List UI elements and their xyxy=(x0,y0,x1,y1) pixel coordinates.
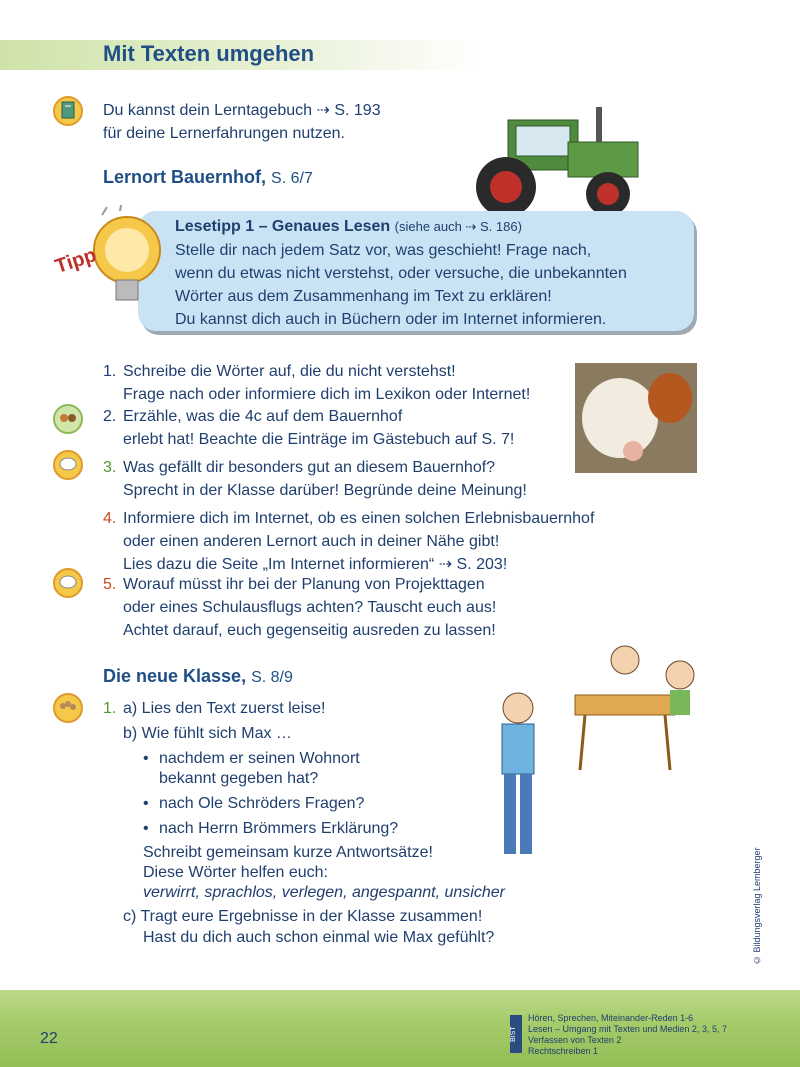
notebook-icon xyxy=(53,96,83,126)
tip-heading: Lesetipp 1 – Genaues Lesen xyxy=(175,218,391,235)
task-number: 2. xyxy=(103,408,117,425)
task1-item-3 xyxy=(103,456,527,502)
task1-item-1 xyxy=(103,360,530,406)
section-title: Lernort Bauernhof, xyxy=(103,167,267,187)
task-number: 1. xyxy=(103,700,117,717)
intro-line-1: Du kannst dein Lerntagebuch ⇢ S. 193 xyxy=(103,102,381,119)
section-heading-bauernhof xyxy=(103,167,313,188)
standards-list xyxy=(528,1013,727,1057)
task-text: erlebt hat! Beachte die Einträge im Gästebuch auf S. 7! xyxy=(123,431,515,448)
bullet-item-cont: bekannt gegeben hat? xyxy=(159,770,319,787)
task1-item-5 xyxy=(103,573,496,642)
students-desk-illustration xyxy=(565,635,715,775)
section-page-ref: S. 8/9 xyxy=(251,669,293,686)
section-page-ref: S. 6/7 xyxy=(271,170,313,187)
task-text: Erzähle, was die 4c auf dem Bauernhof xyxy=(123,408,403,425)
speech-bubble-icon xyxy=(53,450,83,480)
cow-photo xyxy=(575,363,697,473)
task-text: Was gefällt dir besonders gut an diesem Bauernhof? xyxy=(123,459,496,476)
tip-line-2: wenn du etwas nicht verstehst, oder versuche, die unbekannten xyxy=(175,265,627,282)
standard-item: Lesen – Umgang mit Texten und Medien 2, 3, 5, 7 xyxy=(528,1024,727,1034)
tip-line-3: Wörter aus dem Zusammenhang im Text zu erklären! xyxy=(175,288,552,305)
tip-line-4: Du kannst dich auch in Büchern oder im Internet informieren. xyxy=(175,311,607,328)
page-title: Mit Texten umgehen xyxy=(103,41,315,66)
task2-b-after-2: Diese Wörter helfen euch: xyxy=(143,864,328,881)
task-a: a) Lies den Text zuerst leise! xyxy=(123,700,326,717)
task-text: oder eines Schulausflugs achten? Tauscht euch aus! xyxy=(123,599,497,616)
task-text: Frage nach oder informiere dich im Lexikon oder Internet! xyxy=(123,386,531,403)
task-text: Informiere dich im Internet, ob es einen solchen Erlebnisbauernhof xyxy=(123,510,595,527)
task2-b-after-1: Schreibt gemeinsam kurze Antwortsätze! xyxy=(143,844,433,861)
helper-words: verwirrt, sprachlos, verlegen, angespannt, unsicher xyxy=(143,884,505,901)
task-text: Sprecht in der Klasse darüber! Begründe deine Meinung! xyxy=(123,482,527,499)
tipp-badge: Tipp xyxy=(52,244,100,278)
task-text: Lies dazu die Seite „Im Internet informieren“ ⇢ S. 203! xyxy=(123,556,508,573)
tractor-image xyxy=(468,102,648,220)
max-boy-illustration xyxy=(490,688,550,868)
group-work-icon xyxy=(53,693,83,723)
task-number: 4. xyxy=(103,510,117,527)
task-number: 5. xyxy=(103,576,117,593)
tip-heading-line xyxy=(175,215,522,238)
bullet-item: • nachdem er seinen Wohnort xyxy=(159,747,360,770)
task2-item-1 xyxy=(103,697,325,720)
task1-item-4 xyxy=(103,507,594,576)
standard-item: Rechtschreiben 1 xyxy=(528,1046,599,1056)
task2-c-2: Hast du dich auch schon einmal wie Max gefühlt? xyxy=(143,929,495,946)
partner-icon xyxy=(53,404,83,434)
tip-heading-ref: (siehe auch ⇢ S. 186) xyxy=(394,219,522,234)
speech-bubble-icon xyxy=(53,568,83,598)
copyright: © Bildungsverlag Lemberger xyxy=(752,847,762,965)
standard-item: Hören, Sprechen, Miteinander-Reden 1-6 xyxy=(528,1013,694,1023)
bist-label: BIST xyxy=(510,1015,522,1053)
task-text: oder einen anderen Lernort auch in deiner Nähe gibt! xyxy=(123,533,500,550)
tip-line-1: Stelle dir nach jedem Satz vor, was geschieht! Frage nach, xyxy=(175,242,592,259)
section-title: Die neue Klasse, xyxy=(103,666,247,686)
task-number: 3. xyxy=(103,459,117,476)
task1-item-2 xyxy=(103,405,514,451)
bullet-item: • nach Ole Schröders Fragen? xyxy=(159,792,364,815)
task2-c-1: c) Tragt eure Ergebnisse in der Klasse zusammen! xyxy=(123,908,483,925)
task-text: Schreibe die Wörter auf, die du nicht verstehst! xyxy=(123,363,456,380)
intro-line-2: für deine Lernerfahrungen nutzen. xyxy=(103,125,345,142)
task-text: Worauf müsst ihr bei der Planung von Projekttagen xyxy=(123,576,485,593)
section-heading-klasse xyxy=(103,666,293,687)
task-text: Achtet darauf, euch gegenseitig ausreden zu lassen! xyxy=(123,622,496,639)
bullet-item: • nach Herrn Brömmers Erklärung? xyxy=(159,817,398,840)
task-number: 1. xyxy=(103,363,117,380)
page-number: 22 xyxy=(40,1030,58,1047)
task2-b: b) Wie fühlt sich Max … xyxy=(123,725,292,742)
standard-item: Verfassen von Texten 2 xyxy=(528,1035,622,1045)
